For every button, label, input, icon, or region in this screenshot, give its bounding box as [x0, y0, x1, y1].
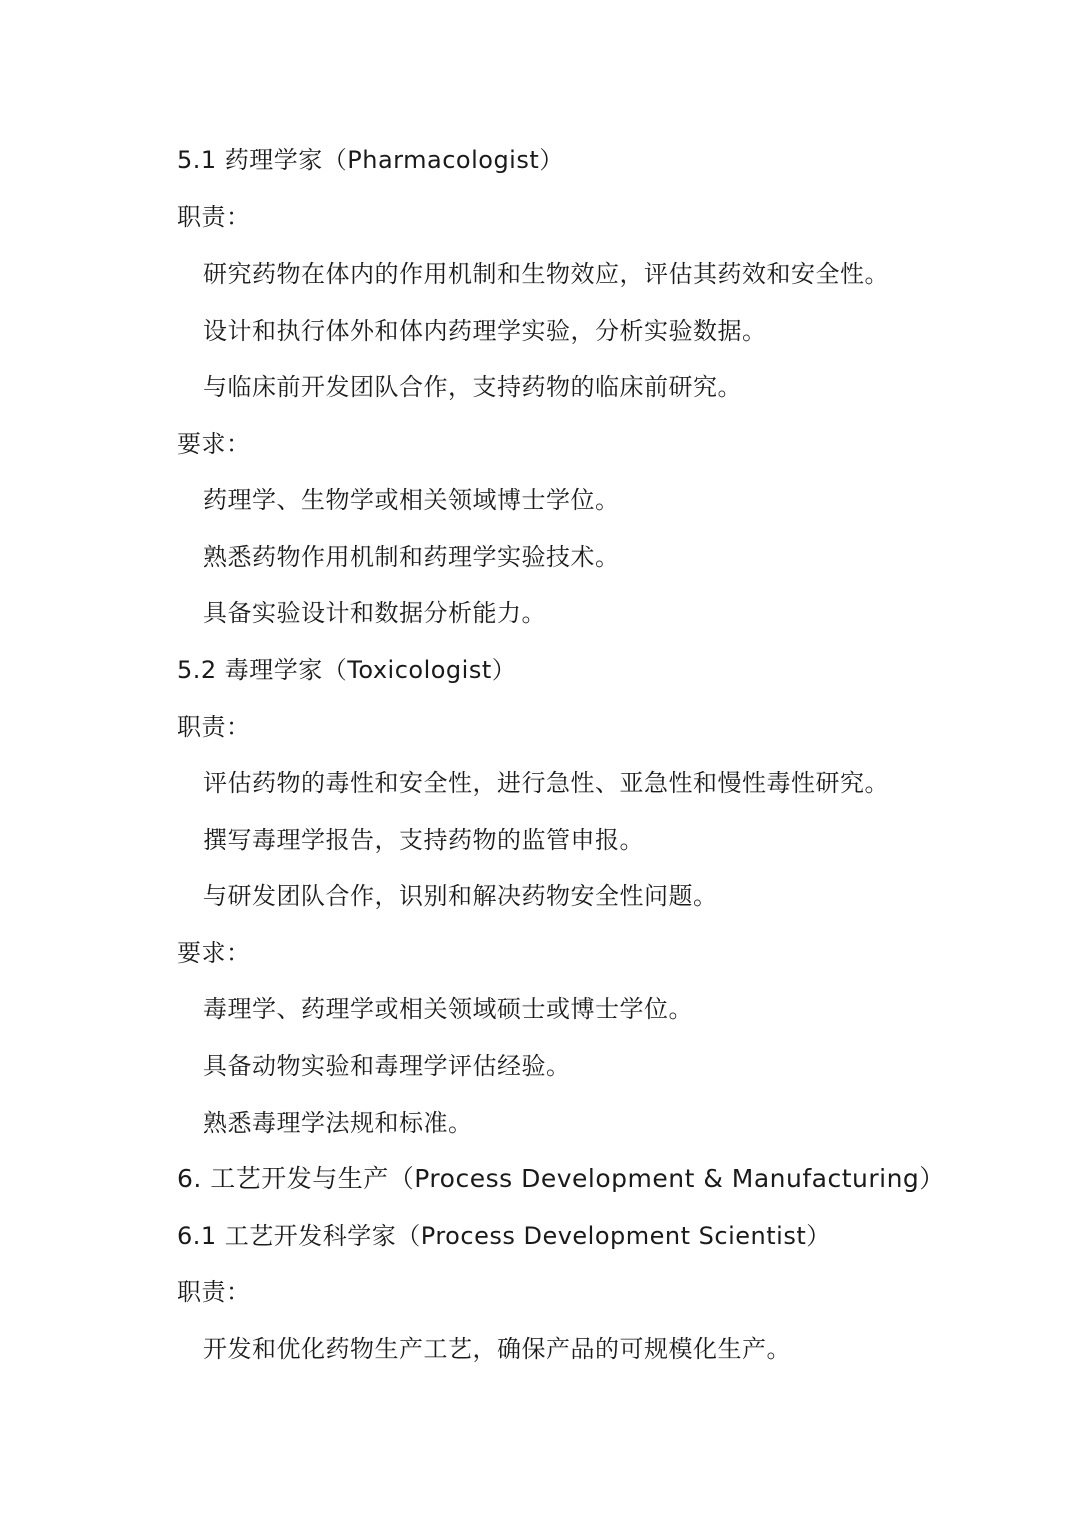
requirements-label: 要求：: [177, 939, 251, 967]
duty-item: 设计和执行体外和体内药理学实验，分析实验数据。: [203, 317, 767, 345]
section-title-5-2: 5.2 毒理学家（Toxicologist）: [177, 656, 517, 684]
duty-item: 研究药物在体内的作用机制和生物效应，评估其药效和安全性。: [203, 260, 889, 288]
duties-label: 职责：: [177, 713, 251, 741]
section-title-5-1: 5.1 药理学家（Pharmacologist）: [177, 146, 564, 174]
requirement-item: 熟悉药物作用机制和药理学实验技术。: [203, 543, 620, 571]
duties-label: 职责：: [177, 1278, 251, 1306]
requirement-item: 具备动物实验和毒理学评估经验。: [203, 1052, 571, 1080]
duty-item: 与研发团队合作，识别和解决药物安全性问题。: [203, 882, 718, 910]
requirement-item: 熟悉毒理学法规和标准。: [203, 1109, 473, 1137]
chapter-title-6: 6. 工艺开发与生产（Process Development & Manufacturing）: [177, 1164, 945, 1193]
requirement-item: 具备实验设计和数据分析能力。: [203, 599, 546, 627]
duty-item: 撰写毒理学报告，支持药物的监管申报。: [203, 826, 644, 854]
requirements-label: 要求：: [177, 430, 251, 458]
duty-item: 评估药物的毒性和安全性，进行急性、亚急性和慢性毒性研究。: [203, 769, 889, 797]
duty-item: 开发和优化药物生产工艺，确保产品的可规模化生产。: [203, 1335, 791, 1363]
duty-item: 与临床前开发团队合作，支持药物的临床前研究。: [203, 373, 742, 401]
duties-label: 职责：: [177, 203, 251, 231]
requirement-item: 毒理学、药理学或相关领域硕士或博士学位。: [203, 995, 693, 1023]
section-title-6-1: 6.1 工艺开发科学家（Process Development Scientist）: [177, 1222, 831, 1250]
requirement-item: 药理学、生物学或相关领域博士学位。: [203, 486, 620, 514]
